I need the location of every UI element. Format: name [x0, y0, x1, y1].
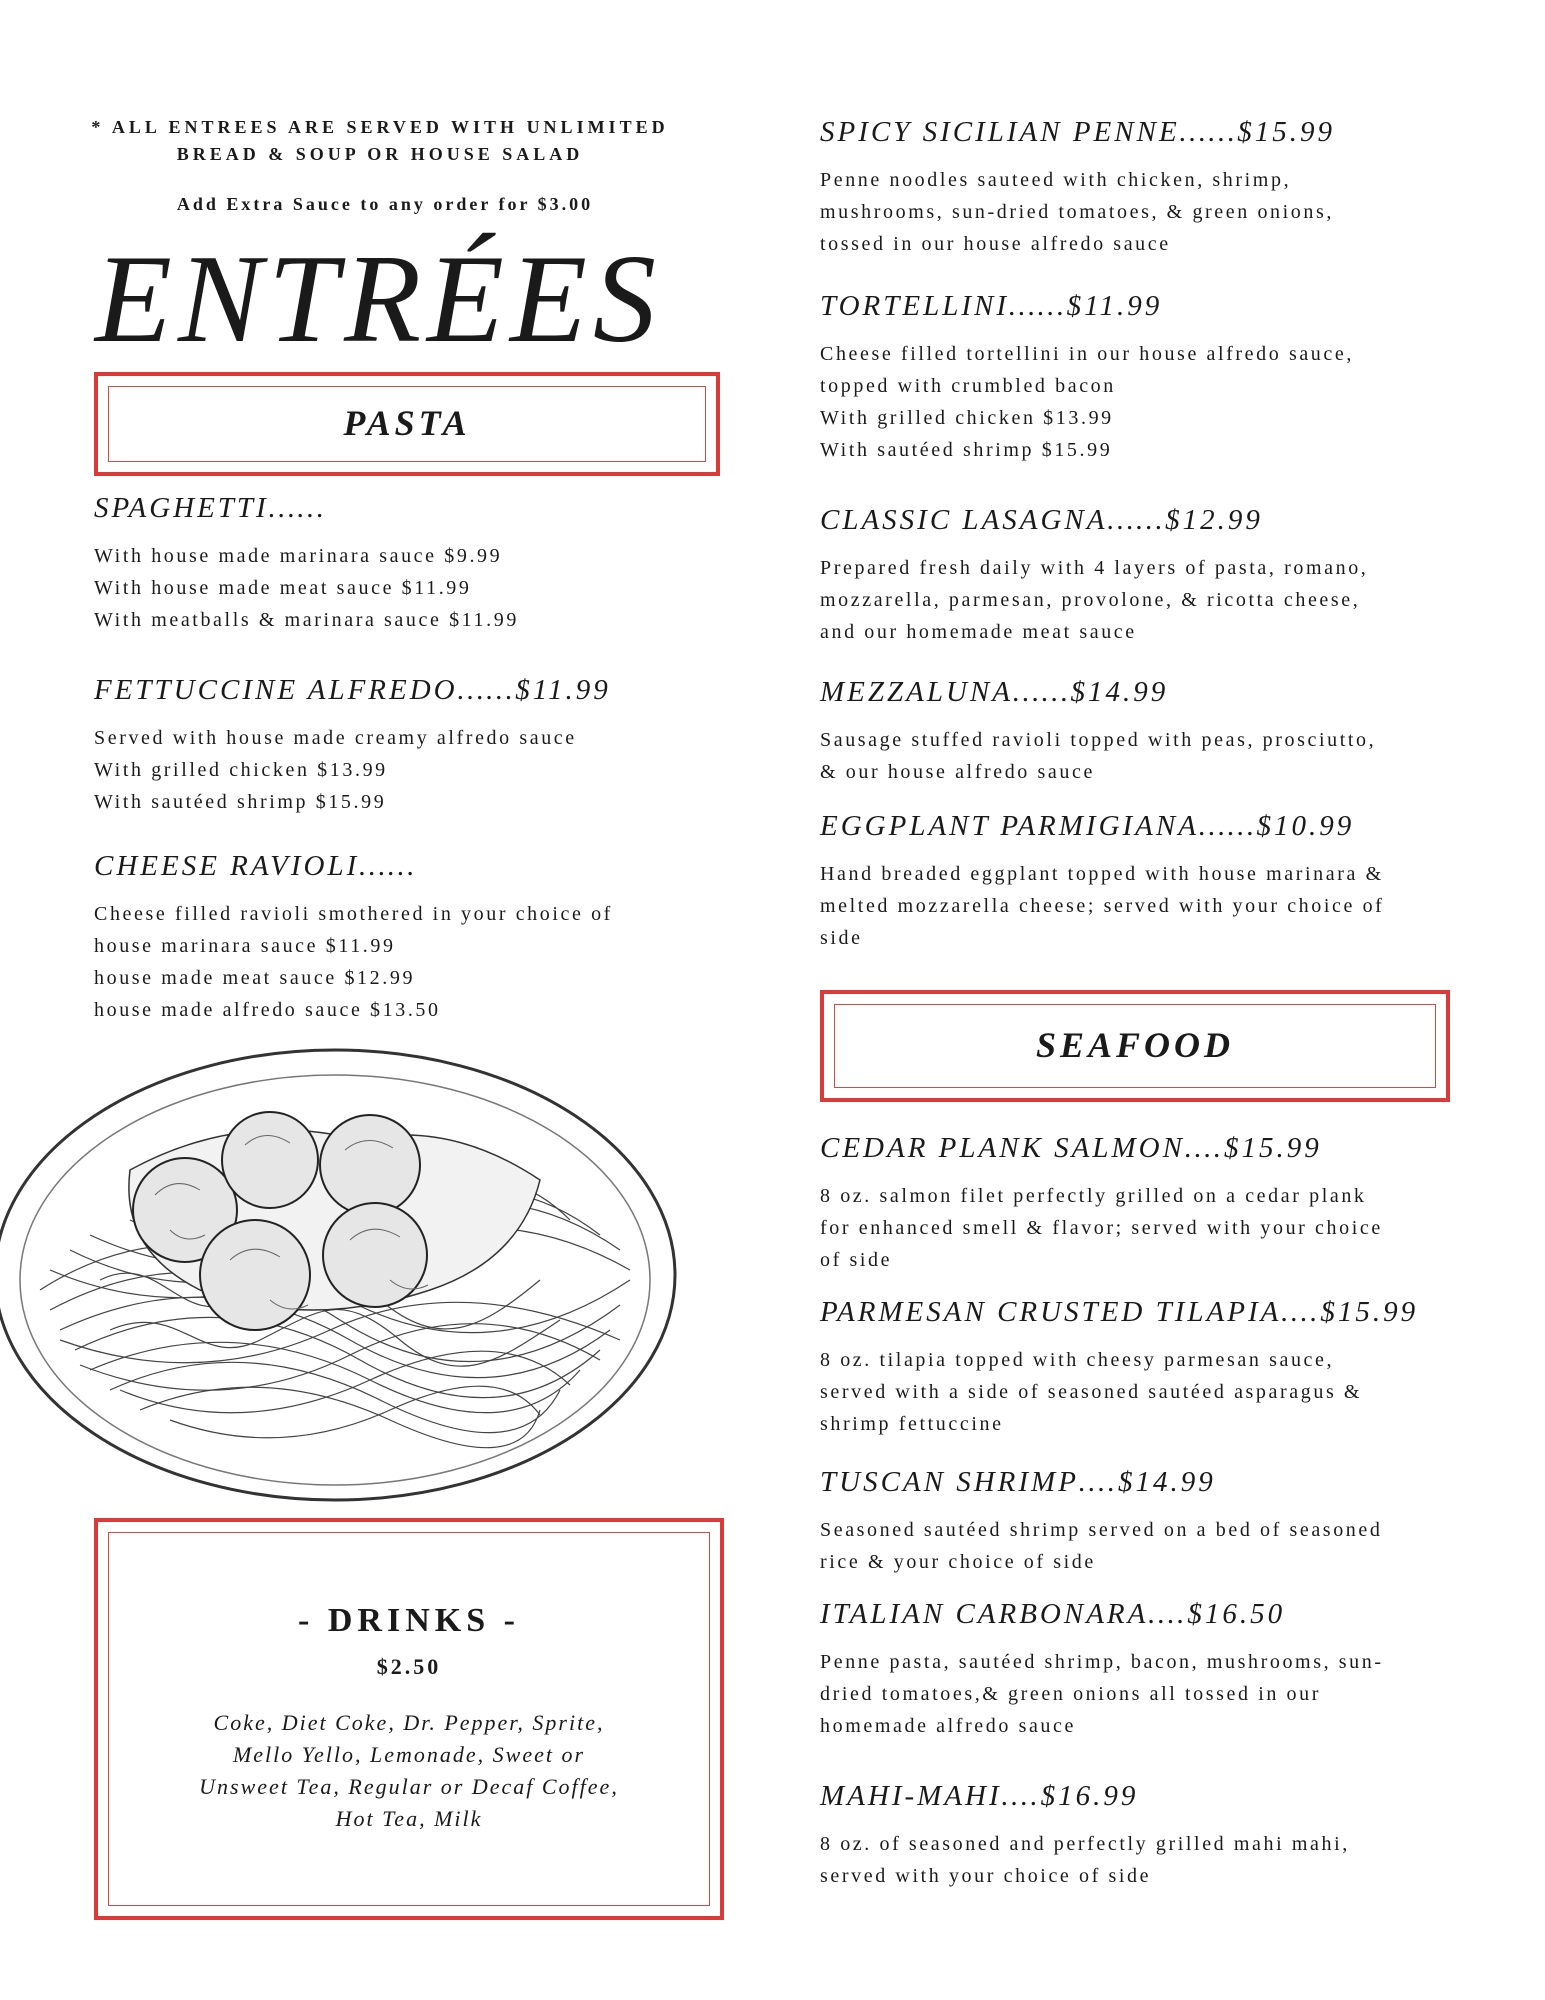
pasta-heading-box [94, 372, 720, 476]
menu-item-line: topped with crumbled bacon [820, 375, 1116, 397]
menu-item-line: & our house alfredo sauce [820, 761, 1095, 783]
spaghetti-plate-illustration [0, 1030, 700, 1510]
drinks-list-line: Coke, Diet Coke, Dr. Pepper, Sprite, [213, 1710, 605, 1735]
menu-item-line: house marinara sauce $11.99 [94, 935, 396, 957]
menu-item-line: served with your choice of side [820, 1865, 1152, 1887]
menu-item-mezzaluna [820, 674, 1376, 788]
seafood-heading: SEAFOOD [1035, 1025, 1235, 1065]
menu-item-title: CEDAR PLANK SALMON….$15.99 [820, 1132, 1322, 1164]
menu-item-description [94, 540, 519, 636]
menu-item-line: and our homemade meat sauce [820, 621, 1137, 643]
menu-item-line: Seasoned sautéed shrimp served on a bed of seasoned [820, 1519, 1383, 1541]
menu-item-title: TUSCAN SHRIMP….$14.99 [820, 1466, 1216, 1498]
menu-item-line: for enhanced smell & flavor; served with your choice [820, 1217, 1383, 1239]
menu-item-line: Prepared fresh daily with 4 layers of pasta, romano, [820, 557, 1369, 579]
menu-item-cheese-ravioli [94, 848, 613, 1026]
drinks-list-line: Mello Yello, Lemonade, Sweet or [232, 1742, 586, 1767]
menu-item-classic-lasagna [820, 502, 1368, 648]
menu-item-title: EGGPLANT PARMIGIANA……$10.99 [820, 810, 1355, 842]
menu-item-description [820, 1828, 1350, 1892]
menu-item-line: homemade alfredo sauce [820, 1715, 1076, 1737]
served-with-note [60, 114, 700, 168]
menu-item-line: of side [820, 1249, 893, 1271]
menu-item-line: Hand breaded eggplant topped with house marinara & [820, 863, 1384, 885]
menu-item-line: mozzarella, parmesan, provolone, & ricotta cheese, [820, 589, 1361, 611]
drinks-list-line: Hot Tea, Milk [335, 1806, 483, 1831]
menu-item-title: CLASSIC LASAGNA……$12.99 [820, 504, 1263, 536]
menu-item-title: SPAGHETTI…… [94, 492, 327, 524]
served-with-note-line2: BREAD & SOUP OR HOUSE SALAD [176, 144, 584, 164]
menu-item-line: house made meat sauce $12.99 [94, 967, 416, 989]
menu-item-title: MAHI-MAHI….$16.99 [820, 1780, 1139, 1812]
menu-item-fettuccine-alfredo [94, 672, 611, 818]
menu-item-line: rice & your choice of side [820, 1551, 1096, 1573]
served-with-note-line1: * ALL ENTREES ARE SERVED WITH UNLIMITED [91, 117, 669, 137]
menu-item-title: FETTUCCINE ALFREDO……$11.99 [94, 674, 611, 706]
menu-item-cedar-plank-salmon [820, 1130, 1383, 1276]
menu-item-description [820, 724, 1376, 788]
menu-item-line: side [820, 927, 863, 949]
menu-item-title: PARMESAN CRUSTED TILAPIA….$15.99 [820, 1296, 1419, 1328]
seafood-heading-box [820, 990, 1450, 1102]
menu-item-line: melted mozzarella cheese; served with your choice of [820, 895, 1385, 917]
menu-item-line: served with a side of seasoned sautéed asparagus & [820, 1381, 1363, 1403]
menu-item-mahi-mahi [820, 1778, 1350, 1892]
menu-item-spicy-sicilian-penne [820, 114, 1335, 260]
menu-item-line: dried tomatoes,& green onions all tossed in our [820, 1683, 1322, 1705]
menu-item-description [820, 552, 1368, 648]
menu-item-line: With house made marinara sauce $9.99 [94, 545, 503, 567]
menu-item-description [820, 1646, 1384, 1742]
menu-item-title: SPICY SICILIAN PENNE……$15.99 [820, 116, 1335, 148]
menu-item-line: With meatballs & marinara sauce $11.99 [94, 609, 519, 631]
menu-item-description [94, 898, 613, 1026]
menu-item-line: With grilled chicken $13.99 [820, 407, 1114, 429]
menu-item-eggplant-parmigiana [820, 808, 1384, 954]
menu-item-italian-carbonara [820, 1596, 1384, 1742]
drinks-list [138, 1707, 680, 1835]
menu-item-line: Sausage stuffed ravioli topped with peas, prosciutto, [820, 729, 1377, 751]
menu-item-title: ITALIAN CARBONARA….$16.50 [820, 1598, 1286, 1630]
menu-item-title: MEZZALUNA……$14.99 [820, 676, 1169, 708]
menu-item-line: tossed in our house alfredo sauce [820, 233, 1171, 255]
menu-item-description [94, 722, 611, 818]
menu-item-line: Cheese filled ravioli smothered in your choice of [94, 903, 613, 925]
menu-item-tuscan-shrimp [820, 1464, 1382, 1578]
menu-item-title: TORTELLINI……$11.99 [820, 290, 1163, 322]
menu-item-line: With sautéed shrimp $15.99 [820, 439, 1113, 461]
drinks-list-line: Unsweet Tea, Regular or Decaf Coffee, [199, 1774, 619, 1799]
pasta-heading: PASTA [343, 403, 471, 443]
menu-item-line: 8 oz. tilapia topped with cheesy parmesan sauce, [820, 1349, 1335, 1371]
menu-item-line: Penne pasta, sautéed shrimp, bacon, mushrooms, sun- [820, 1651, 1384, 1673]
menu-item-line: shrimp fettuccine [820, 1413, 1004, 1435]
menu-item-line: 8 oz. salmon filet perfectly grilled on a cedar plank [820, 1185, 1367, 1207]
drinks-price: $2.50 [376, 1654, 442, 1679]
menu-item-description [820, 1514, 1382, 1578]
menu-item-line: Cheese filled tortellini in our house alfredo sauce, [820, 343, 1354, 365]
menu-item-line: mushrooms, sun-dried tomatoes, & green onions, [820, 201, 1334, 223]
drinks-heading: - DRINKS - [298, 1602, 520, 1639]
menu-item-line: With house made meat sauce $11.99 [94, 577, 472, 599]
menu-item-title: CHEESE RAVIOLI…… [94, 850, 417, 882]
menu-item-description [820, 164, 1335, 260]
menu-item-line: Penne noodles sauteed with chicken, shrimp, [820, 169, 1292, 191]
menu-item-line: 8 oz. of seasoned and perfectly grilled mahi mahi, [820, 1833, 1350, 1855]
menu-item-description [820, 1180, 1383, 1276]
page-title: ENTRÉES [95, 230, 662, 369]
menu-item-description [820, 858, 1384, 954]
menu-item-line: With sautéed shrimp $15.99 [94, 791, 387, 813]
drinks-box [94, 1518, 724, 1920]
menu-item-parmesan-crusted-tilapia [820, 1294, 1418, 1440]
menu-item-line: Served with house made creamy alfredo sauce [94, 727, 577, 749]
menu-item-line: With grilled chicken $13.99 [94, 759, 388, 781]
menu-item-line: house made alfredo sauce $13.50 [94, 999, 441, 1021]
menu-item-description [820, 338, 1354, 466]
menu-item-tortellini [820, 288, 1354, 466]
menu-item-spaghetti [94, 490, 519, 636]
menu-item-description [820, 1344, 1418, 1440]
extra-sauce-note: Add Extra Sauce to any order for $3.00 [176, 194, 594, 214]
